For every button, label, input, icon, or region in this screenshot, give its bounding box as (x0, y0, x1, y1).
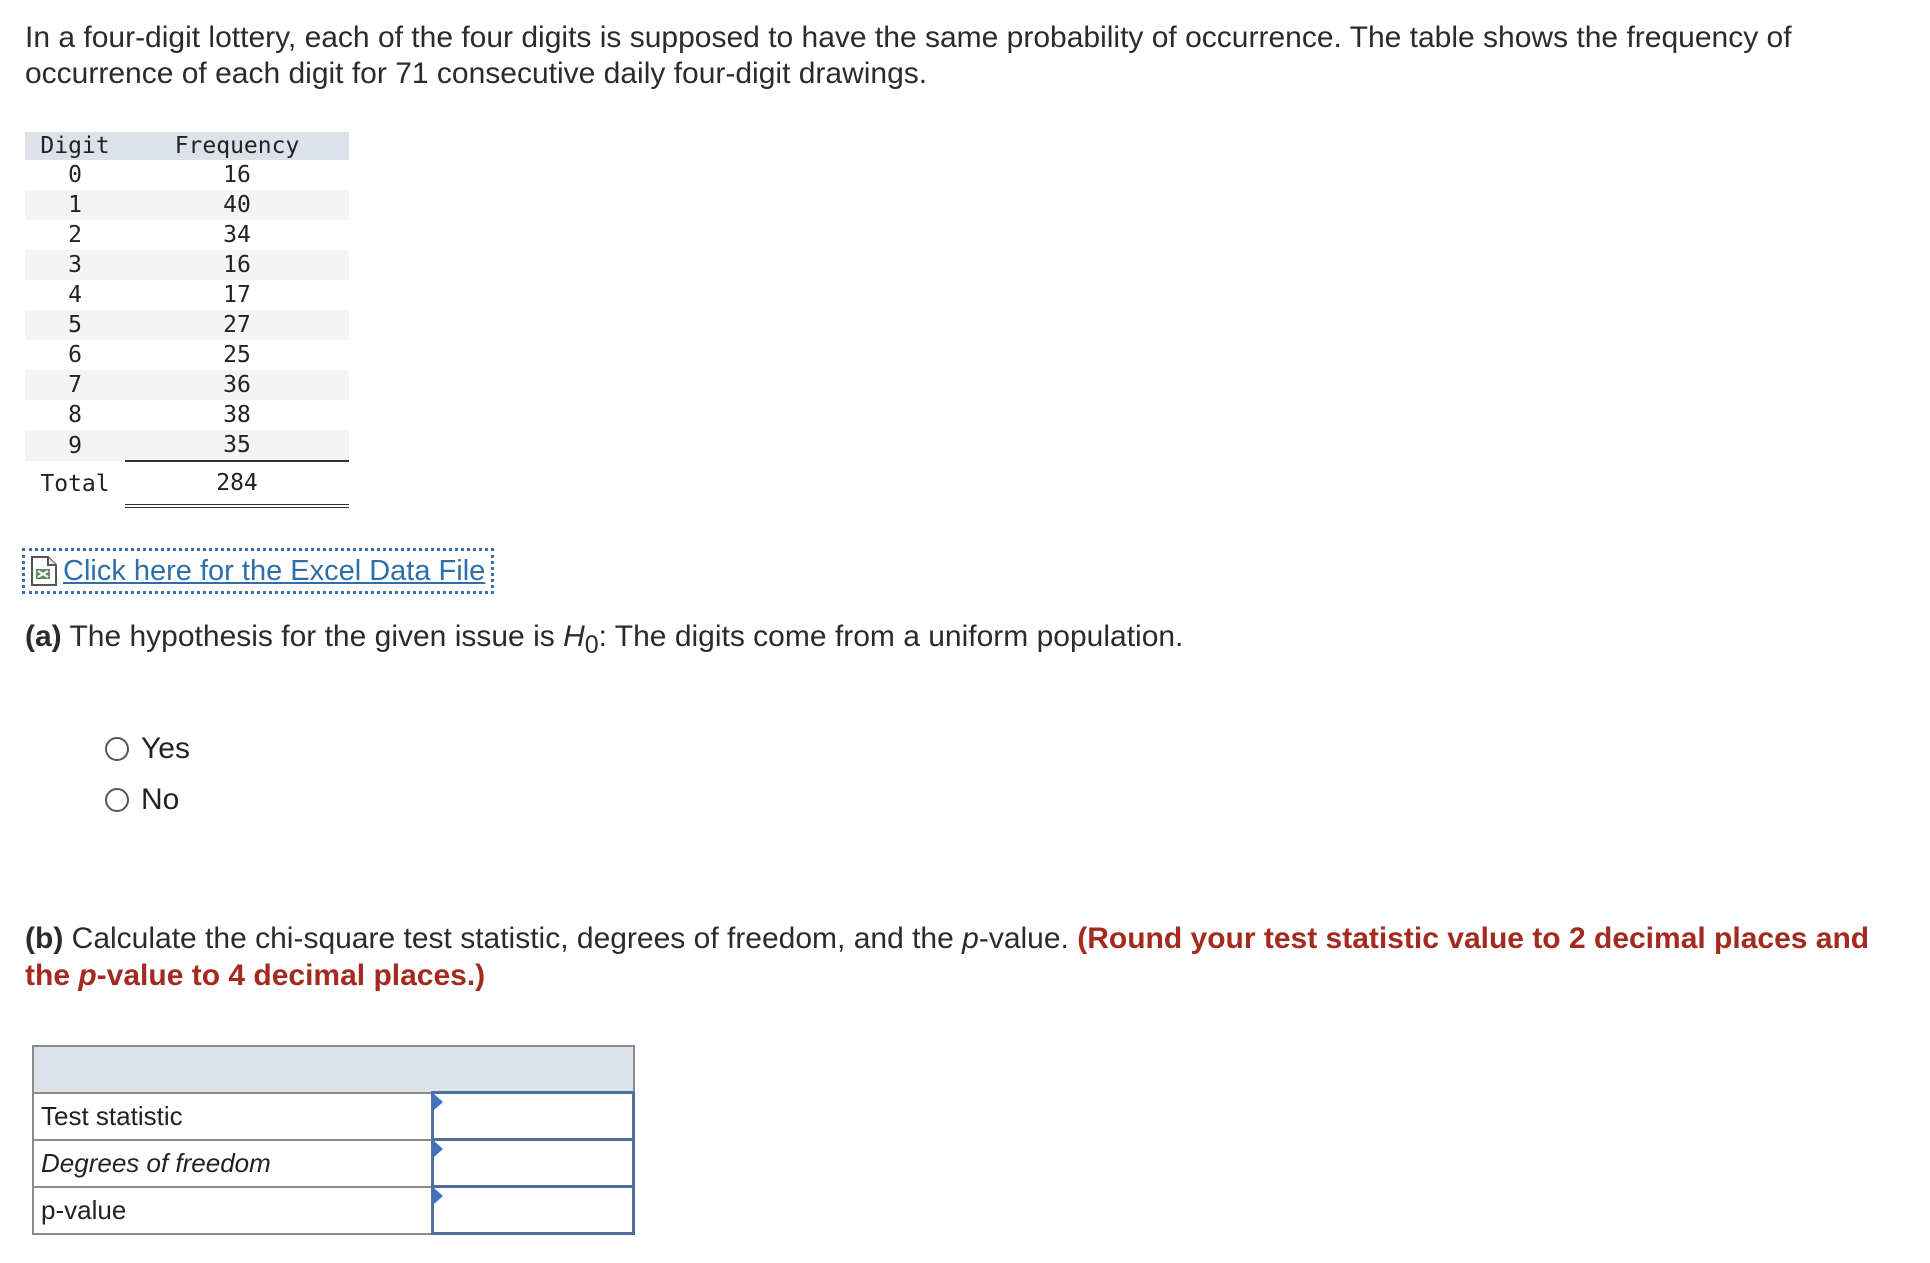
option-yes-label: Yes (141, 732, 190, 765)
total-label: Total (40, 470, 110, 497)
frequency-cell: 16 (223, 162, 251, 188)
frequency-header: Frequency (125, 132, 349, 160)
digit-cell: 3 (25, 250, 125, 280)
frequency-table (25, 132, 349, 508)
radio-button-no[interactable] (105, 788, 129, 812)
digit-cell: 9 (25, 430, 125, 461)
frequency-cell: 16 (125, 250, 349, 280)
test-statistic-label: Test statistic (33, 1093, 433, 1140)
frequency-cell: 40 (125, 190, 349, 220)
problem-intro: In a four-digit lottery, each of the four digits is supposed to have the same probability of occurrence. The table shows the frequency of occurrence of each digit for 71 consecutive daily four-digit drawings. (25, 21, 1792, 90)
digit-cell: 2 (68, 222, 82, 248)
option-no-label: No (141, 783, 180, 816)
table-row (25, 430, 349, 461)
input-marker-icon (434, 1188, 443, 1204)
answer-table-header (33, 1046, 634, 1093)
frequency-cell: 17 (223, 282, 251, 308)
part-b-question (25, 920, 1905, 994)
table-row (25, 400, 349, 430)
digit-cell: 8 (68, 402, 82, 428)
input-marker-icon (434, 1141, 443, 1157)
digit-cell: 0 (68, 162, 82, 188)
digit-cell: 7 (25, 370, 125, 400)
table-row (33, 1187, 634, 1234)
digit-cell: 1 (25, 190, 125, 220)
frequency-cell: 25 (223, 342, 251, 368)
input-marker-icon (434, 1094, 443, 1110)
total-row (25, 461, 349, 506)
h-subscript: 0 (584, 631, 599, 659)
total-value: 284 (125, 461, 349, 506)
frequency-cell: 38 (223, 402, 251, 428)
p-italic: p (962, 922, 979, 955)
part-b-label: (b) (25, 922, 64, 955)
test-statistic-input[interactable] (434, 1095, 636, 1137)
radio-button-yes[interactable] (105, 737, 129, 761)
h-symbol: H (563, 620, 585, 653)
table-row (25, 250, 349, 280)
part-b-text-2: -value. (978, 922, 1069, 955)
frequency-cell: 36 (125, 370, 349, 400)
frequency-cell: 34 (223, 222, 251, 248)
table-row (33, 1140, 634, 1187)
rounding-text-1: (Round your test statistic value to 2 decimal places and the (25, 922, 1870, 992)
part-a-text: The hypothesis for the given issue is (69, 620, 555, 653)
excel-link-label[interactable]: Click here for the Excel Data File (63, 554, 486, 587)
rounding-p-italic: p (78, 959, 97, 992)
excel-data-file-link[interactable] (22, 548, 494, 594)
part-a-question (25, 620, 1183, 660)
option-yes[interactable] (105, 732, 190, 766)
answer-table (32, 1045, 635, 1235)
digit-header: Digit (25, 132, 125, 160)
part-a-label: (a) (25, 620, 62, 653)
digit-cell: 5 (25, 310, 125, 340)
frequency-cell: 35 (125, 430, 349, 461)
table-row (33, 1093, 634, 1140)
table-row (25, 370, 349, 400)
table-row (25, 340, 349, 370)
degrees-of-freedom-input[interactable] (434, 1142, 636, 1184)
part-b-text: Calculate the chi-square test statistic, degrees of freedom, and the (71, 922, 954, 955)
p-value-label: p-value (33, 1187, 433, 1234)
digit-cell: 6 (68, 342, 82, 368)
degrees-of-freedom-label: Degrees of freedom (33, 1140, 433, 1187)
table-row (25, 220, 349, 250)
digit-cell: 4 (68, 282, 82, 308)
table-row (25, 310, 349, 340)
table-row (25, 160, 349, 190)
table-row (25, 280, 349, 310)
frequency-cell: 27 (125, 310, 349, 340)
file-icon (29, 555, 59, 587)
rounding-text-2: -value to 4 decimal places.) (96, 959, 486, 992)
option-no[interactable] (105, 783, 179, 817)
part-a-hypothesis: : The digits come from a uniform population. (598, 620, 1184, 653)
p-value-input[interactable] (434, 1189, 636, 1231)
table-row (25, 190, 349, 220)
